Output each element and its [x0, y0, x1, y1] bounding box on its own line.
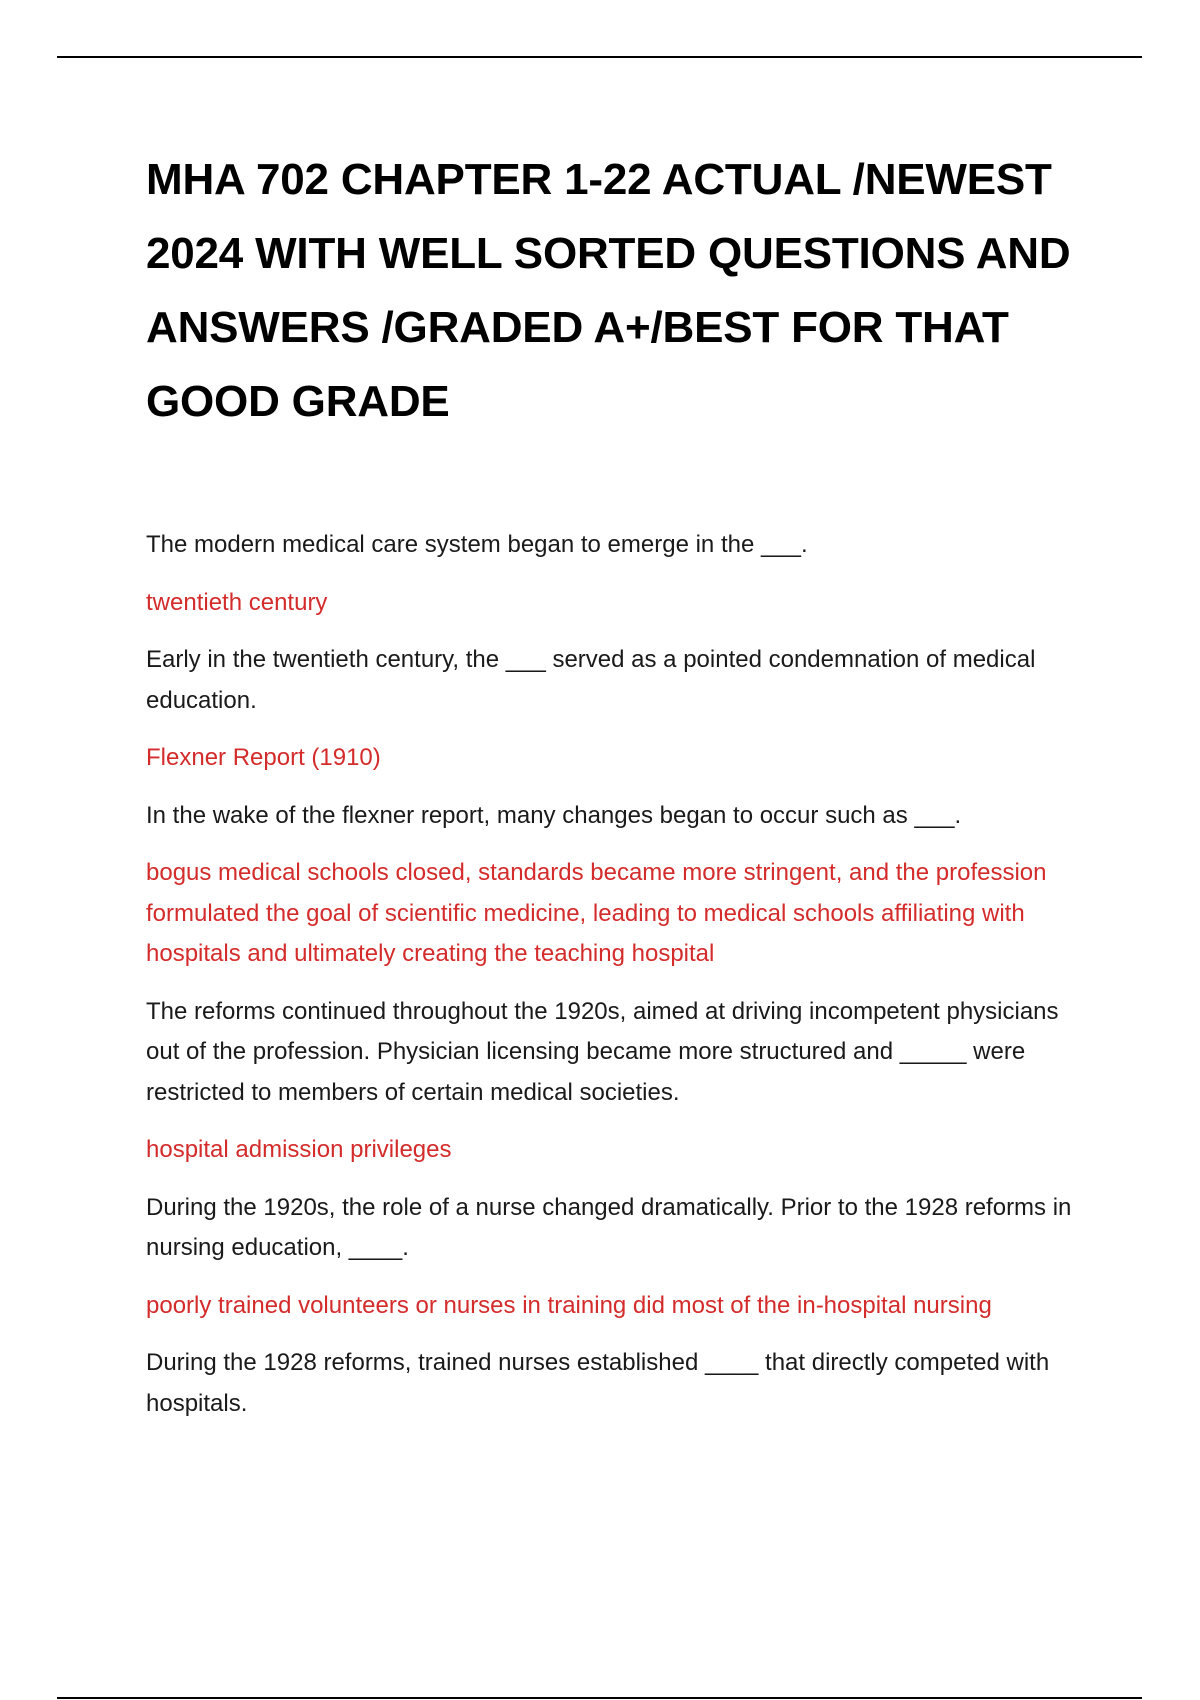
question-text: During the 1928 reforms, trained nurses established ____ that directly competed with hospitals. [146, 1349, 1050, 1417]
qa-item [146, 1188, 1086, 1327]
qa-list [146, 525, 1086, 1424]
qa-item [146, 796, 1086, 975]
page-content [146, 143, 1086, 1441]
question-text: The modern medical care system began to emerge in the ___. [146, 531, 808, 558]
bottom-rule [57, 1697, 1142, 1699]
answer-text: Flexner Report (1910) [146, 744, 381, 771]
answer-text: hospital admission privileges [146, 1136, 452, 1163]
qa-item [146, 525, 1086, 623]
top-rule [57, 56, 1142, 58]
answer-text: bogus medical schools closed, standards became more stringent, and the profession formulated the goal of scientific medicine, leading to medical schools affiliating with hospitals and ultimately creating the teaching hospital [146, 859, 1047, 967]
qa-item [146, 992, 1086, 1171]
question-text: The reforms continued throughout the 1920s, aimed at driving incompetent physicians out of the profession. Physician licensing became more structured and _____ were restricted to members of certain medical societies. [146, 997, 1059, 1106]
answer-text: poorly trained volunteers or nurses in training did most of the in-hospital nursing [146, 1291, 992, 1319]
document-title: MHA 702 CHAPTER 1-22 ACTUAL /NEWEST 2024 WITH WELL SORTED QUESTIONS AND ANSWERS /GRADED A+/BEST FOR THAT GOOD GRADE [146, 155, 1071, 426]
question-text: During the 1920s, the role of a nurse changed dramatically. Prior to the 1928 reforms in nursing education, ____. [146, 1193, 1072, 1261]
qa-item [146, 1343, 1086, 1424]
question-text: Early in the twentieth century, the ___ served as a pointed condemnation of medical education. [146, 646, 1036, 714]
question-text: In the wake of the flexner report, many changes began to occur such as ___. [146, 801, 962, 829]
answer-text: twentieth century [146, 588, 328, 616]
qa-item [146, 640, 1086, 779]
